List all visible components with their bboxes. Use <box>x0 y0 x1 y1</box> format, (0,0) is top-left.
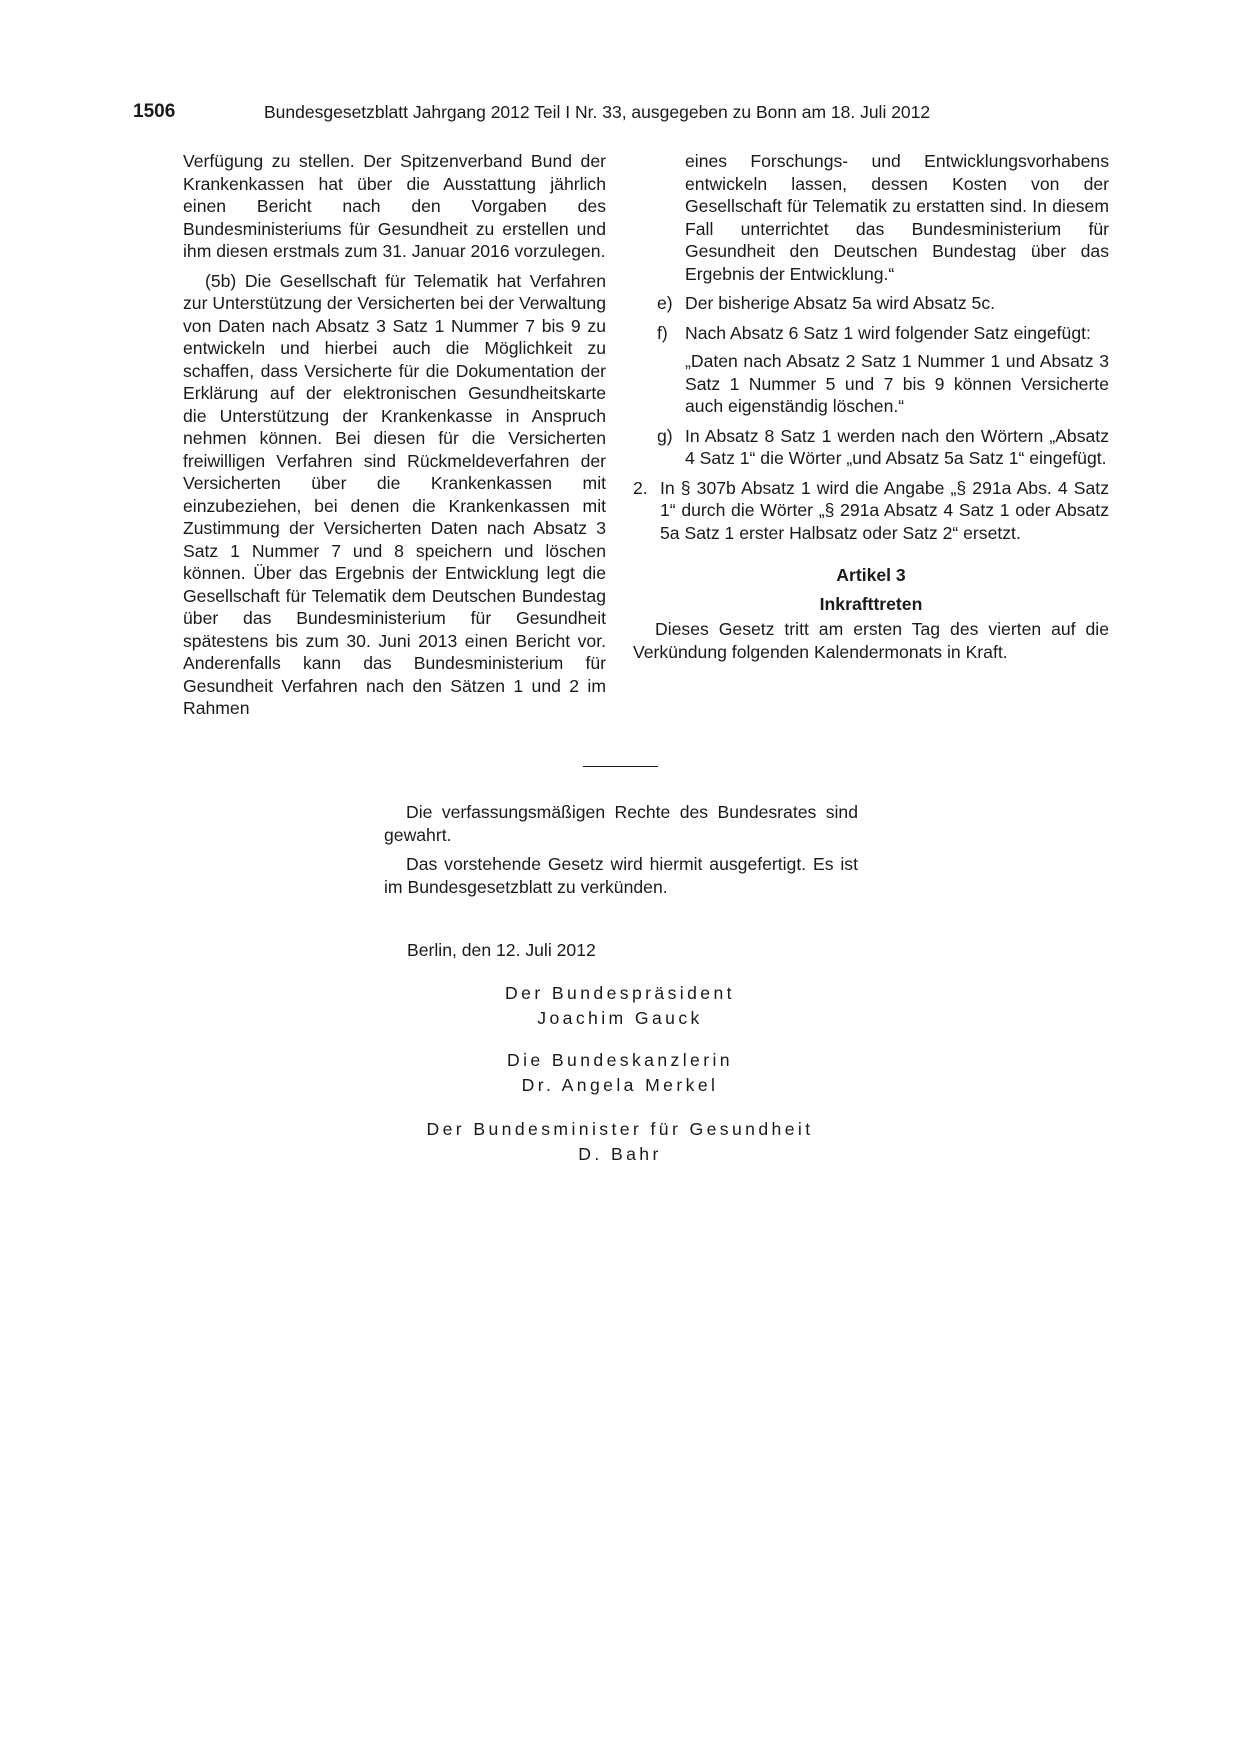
list-text: Nach Absatz 6 Satz 1 wird folgender Satz eingefügt: <box>685 322 1091 343</box>
list-text: Der bisherige Absatz 5a wird Absatz 5c. <box>685 293 996 313</box>
place-date: Berlin, den 12. Juli 2012 <box>407 940 596 960</box>
list-item-f <box>633 322 1109 345</box>
article-heading: Artikel 3 <box>836 565 906 585</box>
signatory-name: D. Bahr <box>578 1144 662 1164</box>
running-header: Bundesgesetzblatt Jahrgang 2012 Teil I Nr. 33, ausgegeben zu Bonn am 18. Juli 2012 <box>264 102 931 122</box>
paragraph-5b: (5b) Die Gesellschaft für Telematik hat Verfahren zur Unterstützung der Versicherten bei der Verwaltung von Daten nach Absatz 3 Satz 1 Nummer 7 bis 9 zu entwickeln und hierbei auch die Möglichkeit zu schaffen, dass Versicherte für die Dokumentation der Erklärung auf der elektronischen Gesundheitskarte die Unterstützung der Krankenkasse in Anspruch nehmen können. Bei diesen für die Versicherten freiwilligen Verfahren sind Rückmeldeverfahren der Versicherten über die Krankenkassen mit einzubeziehen, bei denen die Krankenkassen mit Zustimmung der Versicherten Daten nach Absatz 3 Satz 1 Nummer 7 und 8 speichern und löschen können. Über das Ergebnis der Entwicklung legt die Gesellschaft für Telematik dem Deutschen Bundestag über das Bundesministerium für Gesundheit spätestens bis zum 30. Juni 2013 einen Bericht vor. Anderenfalls kann das Bundesministerium für Gesundheit Verfahren nach den Sätzen 1 und 2 im Rahmen <box>183 270 606 718</box>
page-number: 1506 <box>133 101 176 122</box>
inserted-quote: „Daten nach Absatz 2 Satz 1 Nummer 1 und Absatz 3 Satz 1 Nummer 5 und 7 bis 9 können Versicherte auch eigenständig löschen.“ <box>685 351 1109 416</box>
list-item-2 <box>633 477 1109 545</box>
list-label: f) <box>657 322 668 343</box>
closing-paragraph-1: Die verfassungsmäßigen Rechte des Bundesrates sind gewahrt. <box>384 802 858 845</box>
list-text: In Absatz 8 Satz 1 werden nach den Wörtern „Absatz 4 Satz 1“ die Wörter „und Absatz 5a Satz 1“ eingefügt. <box>685 425 1109 468</box>
list-label: 2. <box>633 477 648 498</box>
paragraph-continuation-right: eines Forschungs- und Entwicklungsvorhabens entwickeln lassen, dessen Kosten von der Gesellschaft für Telematik zu erstatten sind. In diesem Fall unterrichtet das Bundesministerium für Gesundheit den Deutschen Bundestag über das Ergebnis der Entwicklung.“ <box>685 151 1109 284</box>
signatory-name: Dr. Angela Merkel <box>521 1075 719 1095</box>
closing-formula <box>384 801 858 898</box>
right-column <box>633 150 1109 663</box>
article-title: Inkrafttreten <box>819 593 923 614</box>
section-divider <box>583 766 658 767</box>
list-label: e) <box>657 293 673 313</box>
left-column <box>183 150 606 720</box>
signatory-office: Der Bundespräsident <box>505 983 735 1003</box>
closing-paragraph-2: Das vorstehende Gesetz wird hiermit ausgefertigt. Es ist im Bundesgesetzblatt zu verkünden. <box>384 854 858 897</box>
signatory-name: Joachim Gauck <box>537 1008 703 1028</box>
paragraph-continuation: Verfügung zu stellen. Der Spitzenverband Bund der Krankenkassen hat über die Ausstattung jährlich einen Bericht nach den Vorgaben des Bundesministeriums für Gesundheit zu erstellen und ihm diesen erstmals zum 31. Januar 2016 vorzulegen. <box>183 151 606 261</box>
list-label: g) <box>657 425 673 446</box>
signatory-office: Der Bundesminister für Gesundheit <box>426 1119 814 1139</box>
list-item-g <box>633 425 1109 470</box>
signatory-office: Die Bundeskanzlerin <box>507 1050 733 1070</box>
article-text: Dieses Gesetz tritt am ersten Tag des vierten auf die Verkündung folgenden Kalendermonats in Kraft. <box>633 619 1109 662</box>
list-item-e <box>633 292 1109 315</box>
list-text: In § 307b Absatz 1 wird die Angabe „§ 291a Abs. 4 Satz 1“ durch die Wörter „§ 291a Absatz 4 Satz 1 oder Absatz 5a Satz 1 erster Halbsatz oder Satz 2“ ersetzt. <box>660 477 1109 543</box>
